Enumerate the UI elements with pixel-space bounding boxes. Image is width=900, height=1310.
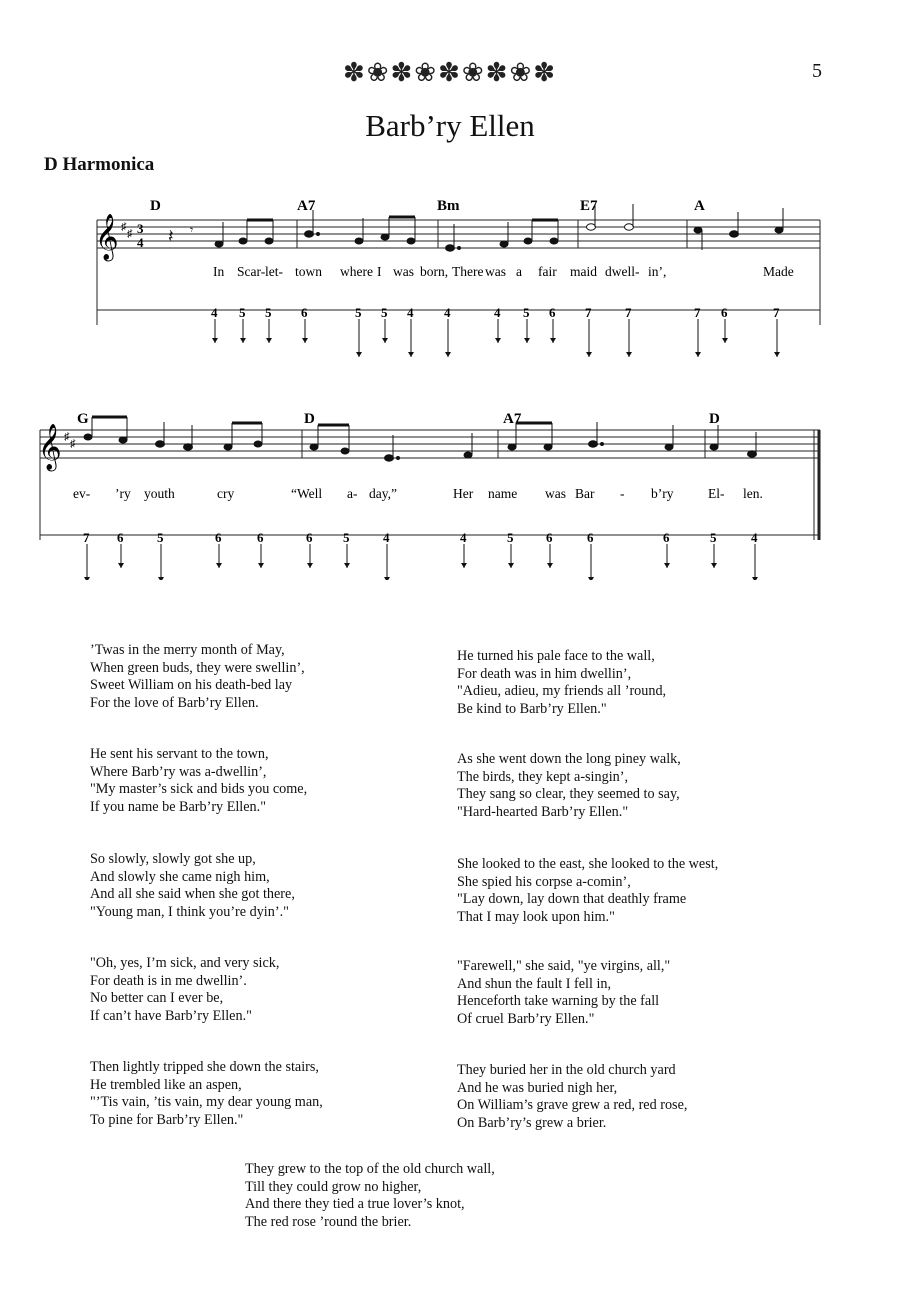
verse-line: "’Tis vain, ’tis vain, my dear young man, bbox=[90, 1094, 323, 1111]
key-signature: ♯ bbox=[127, 228, 133, 240]
tab-hole-number: 5 bbox=[507, 530, 514, 545]
verse-line: He turned his pale face to the wall, bbox=[457, 648, 655, 664]
lyric-syllable: Her bbox=[453, 486, 474, 501]
lyric-syllable: name bbox=[488, 486, 518, 501]
verse-line: "Farewell," she said, "ye virgins, all," bbox=[457, 958, 671, 974]
blow-note-arrow bbox=[211, 305, 218, 343]
lyric-syllable: fair bbox=[538, 264, 557, 279]
tab-hole-number: 6 bbox=[546, 530, 553, 545]
chord-label: A7 bbox=[503, 411, 522, 427]
tab-hole-number: 5 bbox=[355, 305, 362, 320]
blow-note-arrow bbox=[301, 305, 308, 343]
tab-hole-number: 6 bbox=[301, 305, 308, 320]
ornament-border: ✽❀✽❀✽❀✽❀✽ bbox=[342, 58, 558, 87]
instrument-label: D Harmonica bbox=[44, 154, 155, 175]
verse-line: And all she said when she got there, bbox=[90, 886, 295, 903]
verse-line: They sang so clear, they seemed to say, bbox=[457, 786, 680, 803]
tab-hole-number: 6 bbox=[587, 530, 594, 545]
verse-line: They buried her in the old church yard bbox=[457, 1062, 676, 1078]
verse-line: Sweet William on his death-bed lay bbox=[90, 677, 293, 694]
draw-note-arrow bbox=[355, 305, 362, 357]
chord-label: A7 bbox=[297, 198, 316, 214]
verse-line: The birds, they kept a-singin’, bbox=[457, 768, 628, 785]
blow-note-arrow bbox=[257, 530, 264, 568]
tab-hole-number: 7 bbox=[773, 305, 780, 320]
verse-line: The red rose ’round the brier. bbox=[245, 1213, 412, 1230]
draw-note-arrow bbox=[407, 305, 414, 357]
blow-note-arrow bbox=[460, 530, 467, 568]
tab-hole-number: 6 bbox=[663, 530, 670, 545]
song-title: Barb’ry Ellen bbox=[365, 108, 535, 143]
verse-line: On William’s grave grew a red, red rose, bbox=[457, 1097, 688, 1114]
verse-block bbox=[457, 648, 666, 718]
treble-clef-icon: 𝄞 bbox=[95, 214, 119, 259]
verse-line: So slowly, slowly got she up, bbox=[90, 851, 256, 867]
draw-note-arrow bbox=[444, 305, 451, 357]
verse-line: They grew to the top of the old church wall, bbox=[245, 1161, 495, 1177]
tab-hole-number: 4 bbox=[407, 305, 414, 320]
draw-note-arrow bbox=[751, 530, 758, 580]
lyrics-row bbox=[73, 486, 763, 501]
verse-line: When green buds, they were swellin’, bbox=[90, 659, 305, 676]
verse-line: On Barb’ry’s grew a brier. bbox=[457, 1114, 607, 1131]
lyric-syllable: In bbox=[213, 264, 225, 279]
lyric-syllable: - bbox=[620, 486, 625, 501]
blow-note-arrow bbox=[546, 530, 553, 568]
verse-block bbox=[245, 1161, 495, 1231]
time-signature-bottom: 4 bbox=[137, 235, 144, 250]
draw-note-arrow bbox=[694, 305, 701, 357]
chord-label: D bbox=[150, 198, 161, 214]
lyric-syllable: in’, bbox=[648, 264, 667, 279]
blow-note-arrow bbox=[721, 305, 728, 343]
tab-hole-number: 6 bbox=[306, 530, 313, 545]
verse-line: If can’t have Barb’ry Ellen." bbox=[90, 1007, 252, 1024]
tab-hole-number: 4 bbox=[211, 305, 218, 320]
verse-line: And there they tied a true lover’s knot, bbox=[245, 1196, 465, 1213]
verse-block bbox=[90, 851, 295, 921]
blow-note-arrow bbox=[215, 530, 222, 568]
music-system-2 bbox=[0, 405, 900, 580]
lyric-syllable: day,” bbox=[369, 486, 397, 501]
verse-line: "Hard-hearted Barb’ry Ellen." bbox=[457, 803, 629, 820]
verse-line: That I may look upon him." bbox=[457, 908, 615, 925]
tab-hole-number: 7 bbox=[694, 305, 701, 320]
tab-hole-number: 6 bbox=[549, 305, 556, 320]
verse-block bbox=[90, 746, 307, 816]
lyric-syllable: El- bbox=[708, 486, 725, 501]
page-number: 5 bbox=[812, 60, 822, 82]
verse-line: If you name be Barb’ry Ellen." bbox=[90, 798, 266, 815]
lyric-syllable: was bbox=[393, 264, 414, 279]
verse-line: For the love of Barb’ry Ellen. bbox=[90, 694, 259, 711]
tab-hole-number: 4 bbox=[494, 305, 501, 320]
lyric-syllable: ev- bbox=[73, 486, 91, 501]
verse-line: "Young man, I think you’re dyin’." bbox=[90, 903, 289, 920]
verse-line: Henceforth take warning by the fall bbox=[457, 993, 660, 1010]
blow-note-arrow bbox=[523, 305, 530, 343]
time-signature-top: 3 bbox=[137, 221, 144, 236]
blow-note-arrow bbox=[343, 530, 350, 568]
lyric-syllable: was bbox=[545, 486, 566, 501]
lyric-syllable: Scar- bbox=[237, 264, 266, 279]
blow-note-arrow bbox=[117, 530, 124, 568]
lyrics-row bbox=[213, 264, 794, 279]
chord-label: D bbox=[709, 411, 720, 427]
verse-line: Of cruel Barb’ry Ellen." bbox=[457, 1010, 595, 1027]
chord-row bbox=[77, 411, 720, 427]
lyric-syllable: There bbox=[452, 264, 484, 279]
rest-icon: 𝄾 bbox=[190, 223, 194, 237]
chord-label: A bbox=[694, 198, 705, 214]
tab-hole-number: 6 bbox=[117, 530, 124, 545]
verse-block bbox=[457, 856, 718, 926]
tab-hole-number: 7 bbox=[83, 530, 90, 545]
blow-note-arrow bbox=[494, 305, 501, 343]
tab-hole-number: 5 bbox=[157, 530, 164, 545]
tab-hole-number: 5 bbox=[343, 530, 350, 545]
draw-note-arrow bbox=[585, 305, 592, 357]
tab-hole-number: 4 bbox=[383, 530, 390, 545]
chord-label: Bm bbox=[437, 198, 460, 214]
verse-block bbox=[457, 958, 670, 1028]
tab-hole-number: 4 bbox=[460, 530, 467, 545]
tab-hole-number: 7 bbox=[625, 305, 632, 320]
verse-line: For death was in him dwellin’, bbox=[457, 665, 632, 682]
lyric-syllable: Made bbox=[763, 264, 794, 279]
draw-note-arrow bbox=[83, 530, 90, 580]
draw-note-arrow bbox=[157, 530, 164, 580]
blow-note-arrow bbox=[710, 530, 717, 568]
lyric-syllable: maid bbox=[570, 264, 597, 279]
tab-hole-number: 5 bbox=[265, 305, 272, 320]
verse-line: Till they could grow no higher, bbox=[245, 1178, 422, 1195]
tab-hole-number: 6 bbox=[215, 530, 222, 545]
harmonica-tab-row bbox=[211, 305, 780, 357]
verse-line: She looked to the east, she looked to the west, bbox=[457, 856, 719, 872]
draw-note-arrow bbox=[587, 530, 594, 580]
blow-note-arrow bbox=[549, 305, 556, 343]
lyric-syllable: a bbox=[516, 264, 522, 279]
verse-line: And slowly she came nigh him, bbox=[90, 868, 270, 885]
verse-line: He sent his servant to the town, bbox=[90, 746, 269, 762]
rest-icon: 𝄽 bbox=[168, 226, 174, 246]
lyric-syllable: let- bbox=[265, 264, 283, 279]
lyric-syllable: a- bbox=[347, 486, 358, 501]
lyric-syllable: ’ry bbox=[115, 486, 131, 501]
verse-line: She spied his corpse a-comin’, bbox=[457, 873, 631, 890]
verse-line: ’Twas in the merry month of May, bbox=[90, 642, 285, 658]
chord-label: E7 bbox=[580, 198, 598, 214]
lyric-syllable: len. bbox=[743, 486, 763, 501]
lyric-syllable: youth bbox=[144, 486, 175, 501]
verse-line: No better can I ever be, bbox=[90, 990, 224, 1007]
verse-block bbox=[90, 1059, 323, 1129]
lyric-syllable: where bbox=[340, 264, 373, 279]
chord-row bbox=[150, 198, 705, 214]
tab-hole-number: 6 bbox=[257, 530, 264, 545]
blow-note-arrow bbox=[306, 530, 313, 568]
verse-block bbox=[90, 955, 279, 1025]
verse-line: And shun the fault I fell in, bbox=[457, 975, 612, 992]
lyric-syllable: town bbox=[295, 264, 322, 279]
blow-note-arrow bbox=[381, 305, 388, 343]
verse-line: And he was buried nigh her, bbox=[457, 1079, 618, 1096]
lyric-syllable: Bar bbox=[575, 486, 595, 501]
notes bbox=[84, 417, 757, 461]
lyric-syllable: was bbox=[485, 264, 506, 279]
verse-line: "My master’s sick and bids you come, bbox=[90, 781, 308, 798]
harmonica-tab-row bbox=[83, 530, 758, 580]
key-signature: ♯ bbox=[64, 431, 70, 443]
lyric-syllable: dwell- bbox=[605, 264, 640, 279]
blow-note-arrow bbox=[663, 530, 670, 568]
lyric-syllable: b’ry bbox=[651, 486, 674, 501]
blow-note-arrow bbox=[239, 305, 246, 343]
tab-hole-number: 6 bbox=[721, 305, 728, 320]
verse-line: "Lay down, lay down that deathly frame bbox=[457, 891, 687, 908]
verse-line: For death is in me dwellin’. bbox=[90, 972, 247, 989]
lyric-syllable: born, bbox=[420, 264, 449, 279]
tab-hole-number: 4 bbox=[444, 305, 451, 320]
blow-note-arrow bbox=[265, 305, 272, 343]
tab-hole-number: 5 bbox=[239, 305, 246, 320]
verse-block bbox=[90, 642, 305, 712]
verse-block bbox=[457, 751, 681, 821]
verse-line: Where Barb’ry was a-dwellin’, bbox=[90, 763, 267, 780]
verse-line: As she went down the long piney walk, bbox=[457, 751, 681, 767]
lyric-syllable: I bbox=[377, 264, 382, 279]
verse-line: He trembled like an aspen, bbox=[90, 1076, 242, 1093]
notes bbox=[168, 204, 783, 251]
tab-hole-number: 5 bbox=[381, 305, 388, 320]
blow-note-arrow bbox=[507, 530, 514, 568]
verse-line: To pine for Barb’ry Ellen." bbox=[90, 1111, 244, 1128]
verse-line: Be kind to Barb’ry Ellen." bbox=[457, 700, 607, 717]
chord-label: G bbox=[77, 411, 89, 427]
treble-clef-icon: 𝄞 bbox=[38, 424, 62, 469]
lyric-syllable: cry bbox=[217, 486, 235, 501]
verse-block bbox=[457, 1062, 687, 1132]
lyric-syllable: “Well bbox=[291, 486, 323, 501]
chord-label: D bbox=[304, 411, 315, 427]
key-signature: ♯ bbox=[70, 438, 76, 450]
verse-line: "Adieu, adieu, my friends all ’round, bbox=[457, 683, 667, 700]
tab-hole-number: 4 bbox=[751, 530, 758, 545]
draw-note-arrow bbox=[625, 305, 632, 357]
tab-hole-number: 7 bbox=[585, 305, 592, 320]
key-signature: ♯ bbox=[121, 221, 127, 233]
music-system-1 bbox=[0, 190, 900, 365]
tab-hole-number: 5 bbox=[523, 305, 530, 320]
draw-note-arrow bbox=[773, 305, 780, 357]
verse-line: "Oh, yes, I’m sick, and very sick, bbox=[90, 955, 280, 971]
tab-hole-number: 5 bbox=[710, 530, 717, 545]
draw-note-arrow bbox=[383, 530, 390, 580]
verse-line: Then lightly tripped she down the stairs, bbox=[90, 1059, 319, 1075]
